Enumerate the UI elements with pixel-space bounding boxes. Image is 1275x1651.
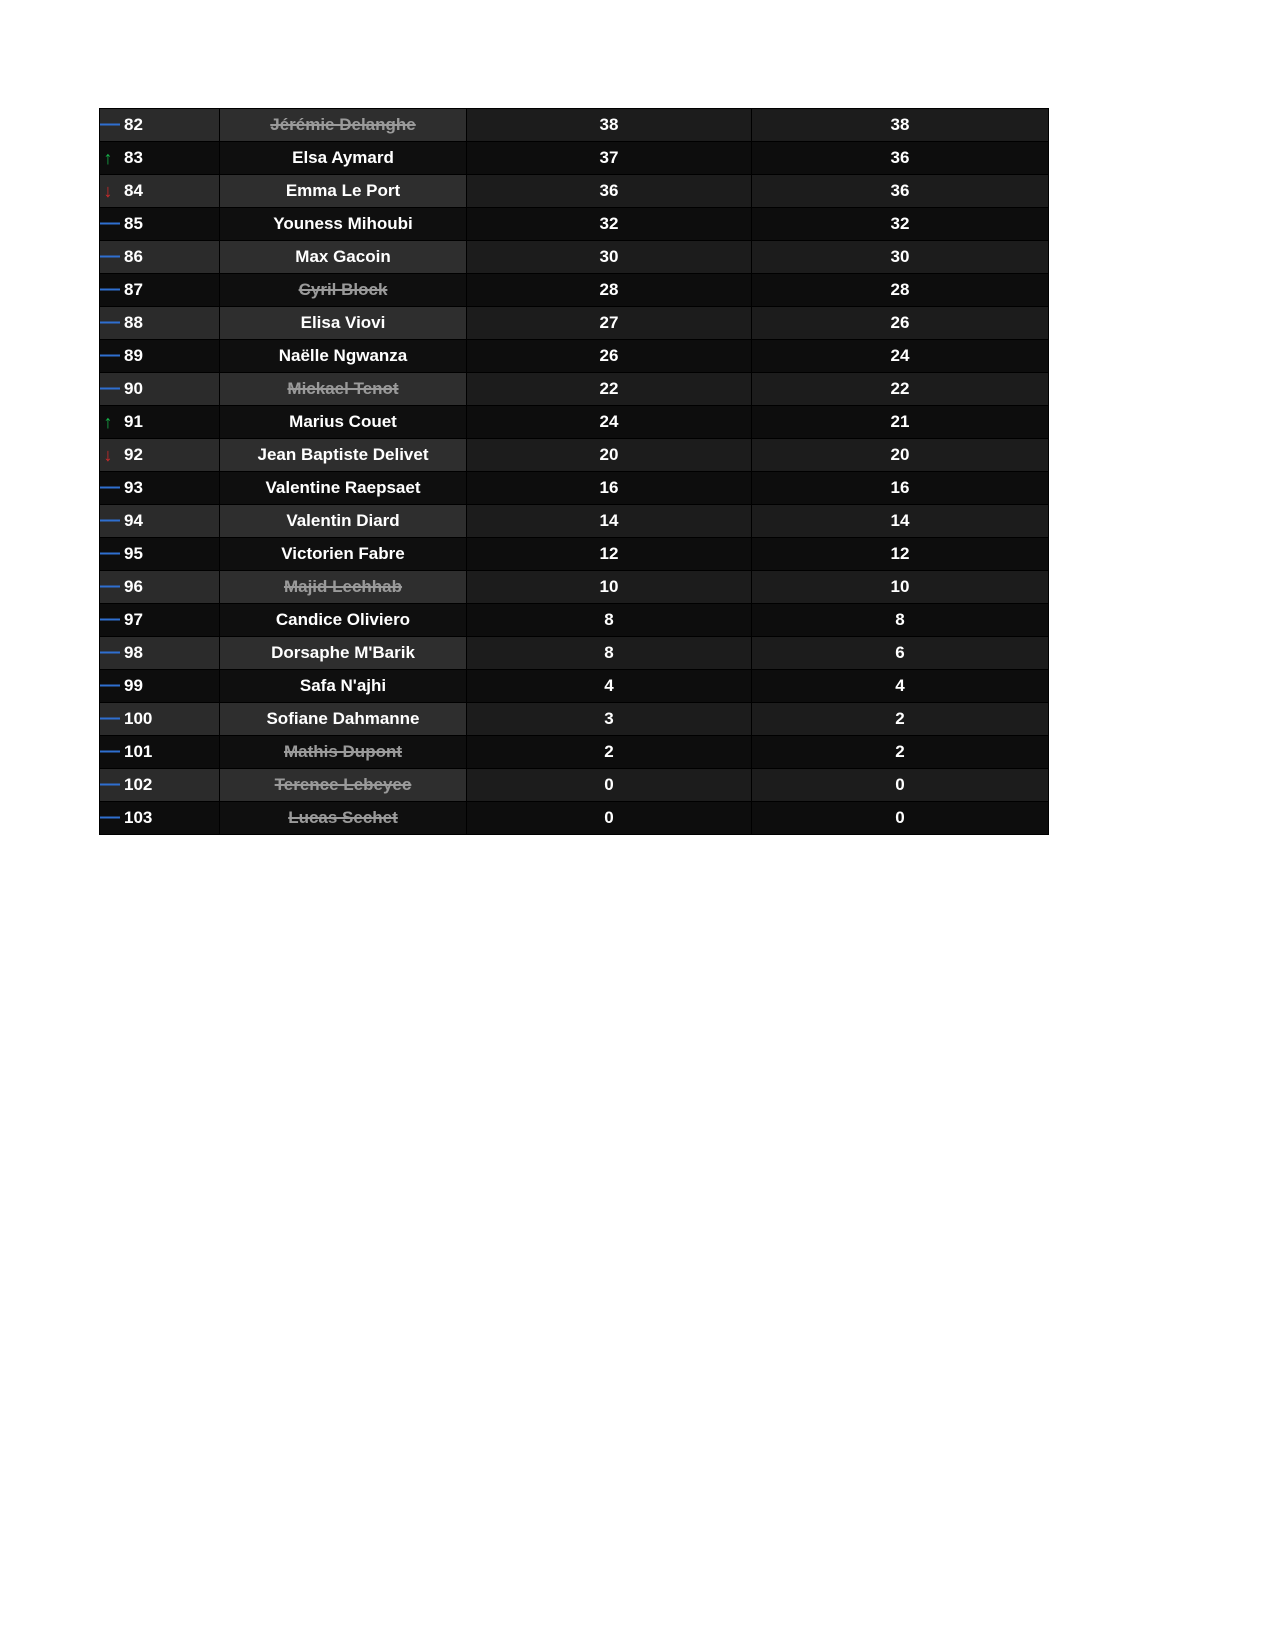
player-name-cell [220, 373, 467, 406]
trend-same-icon: — [100, 278, 120, 300]
table-row [100, 109, 1049, 142]
points-current-cell: 14 [467, 505, 752, 538]
points-current-cell: 0 [467, 802, 752, 835]
rank-number: 90 [124, 379, 143, 398]
rank-cell [100, 142, 220, 175]
points-previous-cell: 28 [752, 274, 1049, 307]
points-previous-cell: 36 [752, 142, 1049, 175]
rank-cell [100, 538, 220, 571]
player-name: Mickael Tenot [287, 379, 399, 398]
player-name: Lucas Sechet [288, 808, 398, 827]
player-name-cell [220, 472, 467, 505]
rank-cell [100, 736, 220, 769]
rank-number: 88 [124, 313, 143, 332]
player-name-cell [220, 637, 467, 670]
table-row [100, 241, 1049, 274]
rank-cell [100, 208, 220, 241]
points-previous-cell: 0 [752, 769, 1049, 802]
points-previous-cell: 2 [752, 703, 1049, 736]
player-name: Valentine Raepsaet [265, 478, 421, 497]
player-name: Majid Lechhab [283, 577, 403, 596]
rank-number: 100 [124, 709, 153, 728]
points-current-cell: 2 [467, 736, 752, 769]
rank-cell [100, 241, 220, 274]
ranking-table [99, 108, 1048, 835]
ranking-table-element [99, 108, 1049, 835]
rank-number: 85 [124, 214, 143, 233]
trend-up-icon: ↑ [103, 412, 113, 432]
rank-number: 98 [124, 643, 143, 662]
player-name-cell [220, 340, 467, 373]
rank-cell [100, 571, 220, 604]
player-name-cell [220, 241, 467, 274]
player-name: Elisa Viovi [300, 313, 386, 332]
points-previous-cell: 32 [752, 208, 1049, 241]
points-previous-cell: 24 [752, 340, 1049, 373]
rank-cell [100, 274, 220, 307]
player-name: Emma Le Port [285, 181, 401, 200]
ranking-table-body [100, 109, 1049, 835]
table-row [100, 538, 1049, 571]
points-previous-cell: 20 [752, 439, 1049, 472]
player-name-cell [220, 439, 467, 472]
points-current-cell: 22 [467, 373, 752, 406]
table-row [100, 307, 1049, 340]
trend-same-icon: — [100, 344, 120, 366]
player-name-cell [220, 208, 467, 241]
table-row [100, 505, 1049, 538]
points-current-cell: 0 [467, 769, 752, 802]
rank-cell [100, 769, 220, 802]
trend-same-icon: — [100, 542, 120, 564]
player-name: Marius Couet [289, 412, 397, 431]
player-name-cell [220, 670, 467, 703]
table-row [100, 208, 1049, 241]
player-name-cell [220, 769, 467, 802]
trend-same-icon: — [100, 641, 120, 663]
player-name-cell [220, 109, 467, 142]
points-previous-cell: 10 [752, 571, 1049, 604]
player-name: Terence Lebeyec [274, 775, 412, 794]
player-name-cell [220, 406, 467, 439]
trend-same-icon: — [100, 806, 120, 828]
trend-same-icon: — [100, 311, 120, 333]
trend-up-icon: ↑ [103, 148, 113, 168]
player-name-cell [220, 274, 467, 307]
player-name: Sofiane Dahmanne [266, 709, 420, 728]
rank-number: 82 [124, 115, 143, 134]
player-name: Safa N'ajhi [299, 676, 387, 695]
player-name: Mathis Dupont [283, 742, 403, 761]
rank-cell [100, 307, 220, 340]
table-row [100, 802, 1049, 835]
player-name-cell [220, 604, 467, 637]
points-current-cell: 24 [467, 406, 752, 439]
player-name-cell [220, 538, 467, 571]
points-previous-cell: 4 [752, 670, 1049, 703]
player-name: Cyril Block [298, 280, 388, 299]
player-name-cell [220, 802, 467, 835]
points-current-cell: 10 [467, 571, 752, 604]
table-row [100, 472, 1049, 505]
points-current-cell: 38 [467, 109, 752, 142]
points-previous-cell: 16 [752, 472, 1049, 505]
player-name-cell [220, 505, 467, 538]
player-name: Youness Mihoubi [273, 214, 413, 233]
rank-cell [100, 439, 220, 472]
table-row [100, 571, 1049, 604]
trend-same-icon: — [100, 575, 120, 597]
points-current-cell: 8 [467, 637, 752, 670]
trend-same-icon: — [100, 608, 120, 630]
table-row [100, 703, 1049, 736]
trend-same-icon: — [100, 377, 120, 399]
player-name-cell [220, 703, 467, 736]
points-previous-cell: 30 [752, 241, 1049, 274]
rank-number: 97 [124, 610, 143, 629]
player-name-cell [220, 571, 467, 604]
table-row [100, 670, 1049, 703]
rank-number: 102 [124, 775, 153, 794]
trend-same-icon: — [100, 773, 120, 795]
points-previous-cell: 38 [752, 109, 1049, 142]
player-name-cell [220, 142, 467, 175]
rank-number: 89 [124, 346, 143, 365]
rank-cell [100, 802, 220, 835]
player-name-cell [220, 736, 467, 769]
points-current-cell: 8 [467, 604, 752, 637]
points-current-cell: 36 [467, 175, 752, 208]
rank-number: 99 [124, 676, 143, 695]
points-current-cell: 20 [467, 439, 752, 472]
trend-same-icon: — [100, 509, 120, 531]
points-current-cell: 28 [467, 274, 752, 307]
rank-cell [100, 472, 220, 505]
rank-cell [100, 373, 220, 406]
player-name: Jérémie Delanghe [270, 115, 416, 134]
table-row [100, 604, 1049, 637]
player-name-cell [220, 175, 467, 208]
points-current-cell: 26 [467, 340, 752, 373]
rank-number: 92 [124, 445, 143, 464]
rank-cell [100, 340, 220, 373]
points-previous-cell: 0 [752, 802, 1049, 835]
rank-number: 95 [124, 544, 143, 563]
rank-cell [100, 109, 220, 142]
trend-same-icon: — [100, 113, 120, 135]
points-previous-cell: 2 [752, 736, 1049, 769]
table-row [100, 769, 1049, 802]
trend-same-icon: — [100, 707, 120, 729]
rank-cell [100, 703, 220, 736]
points-previous-cell: 14 [752, 505, 1049, 538]
rank-number: 94 [124, 511, 143, 530]
points-previous-cell: 21 [752, 406, 1049, 439]
trend-same-icon: — [100, 740, 120, 762]
table-row [100, 175, 1049, 208]
points-current-cell: 16 [467, 472, 752, 505]
rank-number: 96 [124, 577, 143, 596]
points-previous-cell: 12 [752, 538, 1049, 571]
table-row [100, 373, 1049, 406]
points-previous-cell: 6 [752, 637, 1049, 670]
player-name: Jean Baptiste Delivet [257, 445, 429, 464]
trend-down-icon: ↓ [103, 445, 113, 465]
trend-same-icon: — [100, 212, 120, 234]
points-current-cell: 37 [467, 142, 752, 175]
rank-cell [100, 175, 220, 208]
rank-number: 91 [124, 412, 143, 431]
points-current-cell: 32 [467, 208, 752, 241]
player-name-cell [220, 307, 467, 340]
points-current-cell: 3 [467, 703, 752, 736]
table-row [100, 736, 1049, 769]
rank-number: 103 [124, 808, 153, 827]
rank-cell [100, 406, 220, 439]
points-previous-cell: 22 [752, 373, 1049, 406]
rank-number: 84 [124, 181, 143, 200]
rank-number: 83 [124, 148, 143, 167]
player-name: Naëlle Ngwanza [278, 346, 408, 365]
trend-same-icon: — [100, 476, 120, 498]
trend-same-icon: — [100, 674, 120, 696]
player-name: Max Gacoin [295, 247, 391, 266]
table-row [100, 340, 1049, 373]
table-row [100, 406, 1049, 439]
table-row [100, 439, 1049, 472]
rank-number: 101 [124, 742, 153, 761]
points-current-cell: 4 [467, 670, 752, 703]
player-name: Elsa Aymard [292, 148, 394, 167]
player-name: Victorien Fabre [281, 544, 405, 563]
trend-same-icon: — [100, 245, 120, 267]
trend-down-icon: ↓ [103, 181, 113, 201]
points-previous-cell: 36 [752, 175, 1049, 208]
table-row [100, 142, 1049, 175]
rank-number: 87 [124, 280, 143, 299]
points-current-cell: 27 [467, 307, 752, 340]
rank-cell [100, 604, 220, 637]
table-row [100, 637, 1049, 670]
rank-number: 86 [124, 247, 143, 266]
table-row [100, 274, 1049, 307]
rank-cell [100, 505, 220, 538]
points-current-cell: 12 [467, 538, 752, 571]
points-previous-cell: 26 [752, 307, 1049, 340]
rank-cell [100, 670, 220, 703]
points-current-cell: 30 [467, 241, 752, 274]
points-previous-cell: 8 [752, 604, 1049, 637]
player-name: Valentin Diard [286, 511, 400, 530]
player-name: Candice Oliviero [275, 610, 411, 629]
player-name: Dorsaphe M'Barik [271, 643, 415, 662]
rank-cell [100, 637, 220, 670]
rank-number: 93 [124, 478, 143, 497]
